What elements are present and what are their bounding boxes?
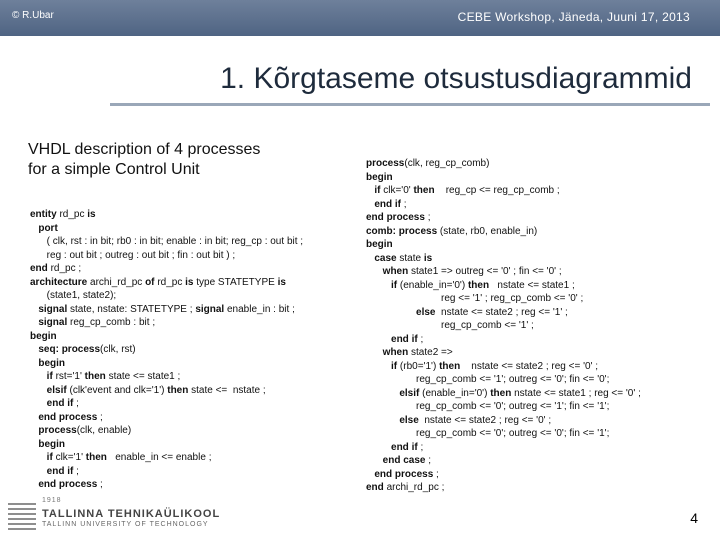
code-line: else nstate <= state2 ; reg <= '0' ; [399,414,552,426]
logo-stripes-icon [8,503,36,529]
code-line: seq: process(clk, rst) [38,344,136,355]
code-line: when state2 => [382,347,453,358]
copyright-text: © R.Ubar [12,10,54,21]
code-line: end archi_rd_pc ; [366,482,445,493]
code-line: reg : out bit ; outreg : out bit ; fin : out bit ) ; [46,249,236,261]
logo-name: TALLINNA TEHNIKAÜLIKOOL [42,508,221,520]
code-line: port [38,222,58,234]
header-bar [0,0,720,36]
code-line: ( clk, rst : in bit; rb0 : in bit; enable : in bit; reg_cp : out bit ; [46,236,304,247]
vhdl-code-right [366,157,641,495]
title-area [110,44,710,108]
slide-subtitle [28,140,260,180]
logo-year: 1918 [42,497,62,504]
code-line: begin [38,357,66,369]
code-line: entity rd_pc is [30,209,96,220]
code-line: end case ; [382,455,432,466]
code-line: end if ; [374,198,407,210]
subtitle-line-2: for a simple Control Unit [28,161,200,178]
subtitle-line-1: VHDL description of 4 processes [28,141,261,158]
event-title: CEBE Workshop, Jäneda, Juuni 17, 2013 [457,10,690,24]
code-line: end process ; [38,411,103,423]
code-line: reg_cp_comb <= '1' ; [441,320,534,331]
code-line: process(clk, reg_cp_comb) [366,158,490,169]
code-line: end process ; [366,212,431,223]
university-logo [8,497,228,533]
slide-number: 4 [690,510,698,526]
code-line: comb: process (state, rb0, enable_in) [366,225,538,237]
code-line: elsif (enable_in='0') then nstate <= state1 ; reg <= '0' ; [399,387,641,399]
code-line: signal reg_cp_comb : bit ; [38,317,156,328]
code-line: if clk='1' then enable_in <= enable ; [46,452,212,463]
code-line: begin [366,171,393,183]
code-line: end process ; [374,468,439,480]
code-line: if clk='0' then reg_cp <= reg_cp_comb ; [374,185,560,196]
code-line: reg <= '1' ; reg_cp_comb <= '0' ; [441,293,584,304]
code-line: process(clk, enable) [38,425,132,436]
code-line: else nstate <= state2 ; reg <= '1' ; [416,306,568,318]
code-line: architecture archi_rd_pc of rd_pc is type STATETYPE is [30,276,286,288]
code-line: begin [30,330,57,342]
code-line: reg_cp_comb <= '1'; outreg <= '0'; fin <= '0'; [416,374,610,385]
code-line: if (enable_in='0') then nstate <= state1 ; [391,279,575,291]
code-line: begin [366,239,393,250]
code-line: signal state, nstate: STATETYPE ; signal enable_in : bit ; [38,303,295,315]
code-line: begin [38,438,66,450]
code-line: if (rb0='1') then nstate <= state2 ; reg <= '0' ; [391,360,599,372]
code-line: end if ; [46,465,79,477]
code-line: end rd_pc ; [30,263,82,274]
code-line: elsif (clk'event and clk='1') then state <= nstate ; [46,384,266,396]
code-line: case state is [374,252,433,264]
slide-title: 1. Kõrgtaseme otsustusdiagrammid [220,62,692,95]
code-line: when state1 => outreg <= '0' ; fin <= '0' ; [382,266,562,277]
code-line: (state1, state2); [46,290,117,301]
code-line: reg_cp_comb <= '0'; outreg <= '1'; fin <= '1'; [416,401,610,412]
vhdl-code-left [30,208,303,492]
code-line: end if ; [46,398,79,409]
code-line: if rst='1' then state <= state1 ; [46,371,181,382]
logo-subname: TALLINN UNIVERSITY OF TECHNOLOGY [42,521,209,528]
code-line: reg_cp_comb <= '0'; outreg <= '0'; fin <= '1'; [416,428,610,439]
code-line: end if ; [391,441,424,453]
title-underline [110,103,710,106]
code-line: end process ; [38,479,103,490]
code-line: end if ; [391,333,424,345]
